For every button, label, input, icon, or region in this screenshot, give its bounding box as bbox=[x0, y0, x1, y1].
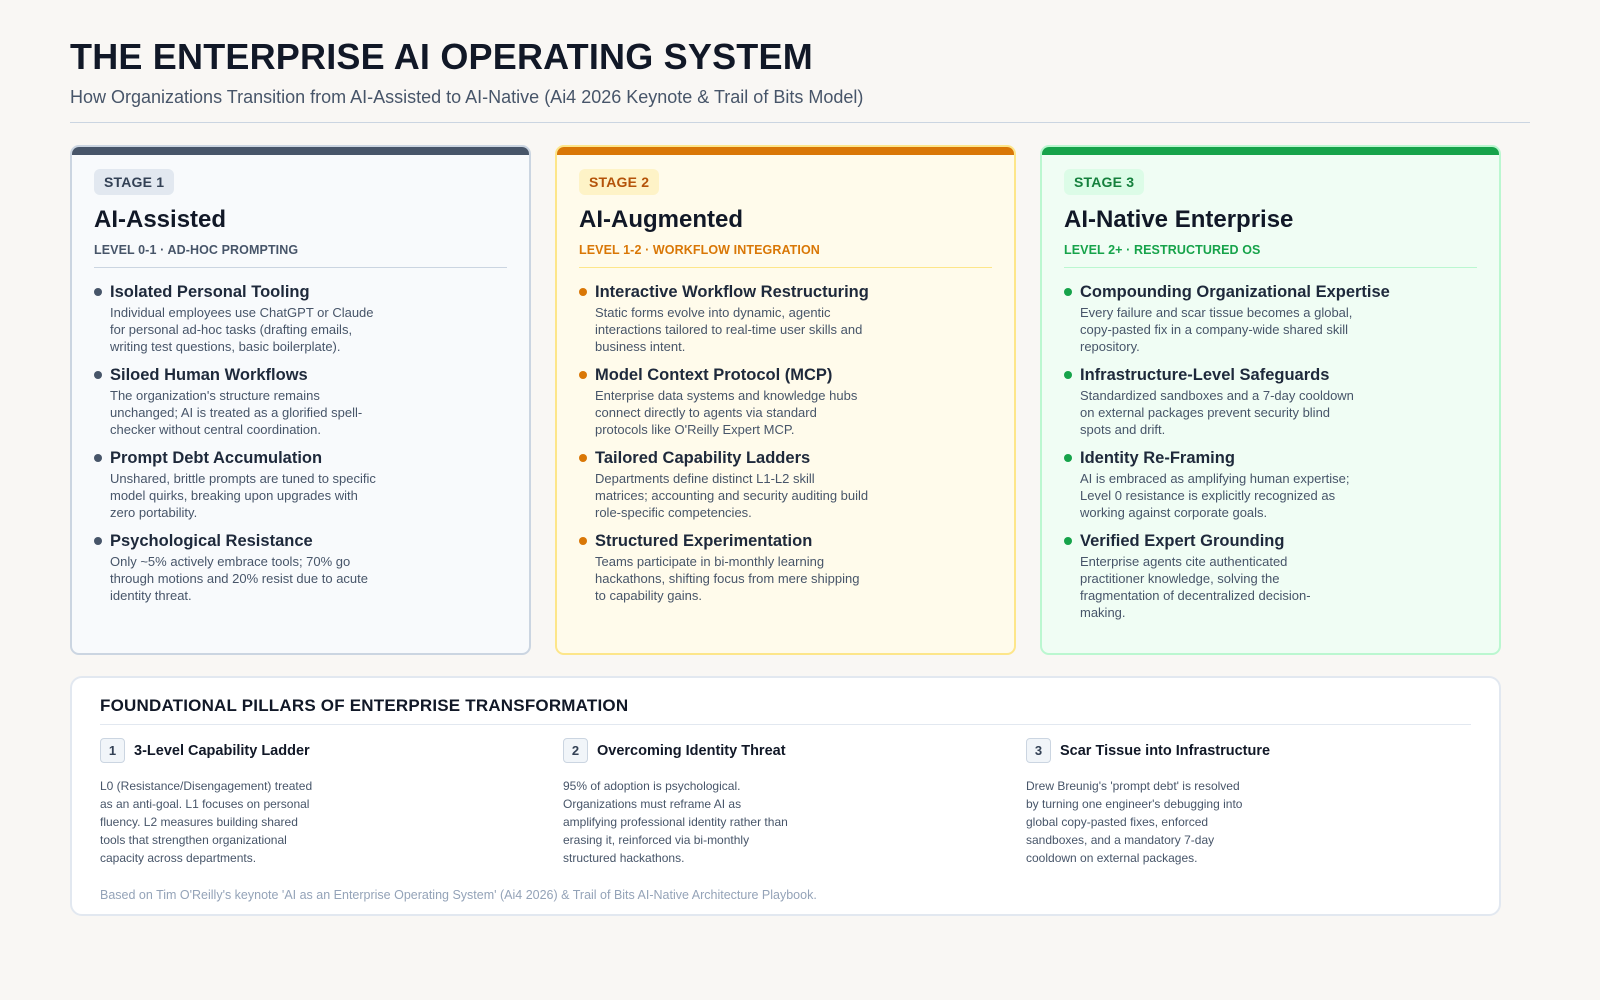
item-description: Standardized sandboxes and a 7-day cooldown on external packages prevent security blind spots and drift. bbox=[1080, 388, 1354, 437]
stage-title: AI-Assisted bbox=[94, 206, 227, 233]
item-description: Only ~5% actively embrace tools; 70% go through motions and 20% resist due to acute identity threat. bbox=[110, 554, 368, 603]
item-title: Siloed Human Workflows bbox=[110, 366, 308, 384]
stage-card-3 bbox=[1040, 145, 1501, 655]
item-title: Structured Experimentation bbox=[595, 532, 813, 550]
item-title: Identity Re-Framing bbox=[1080, 449, 1235, 467]
stage-item bbox=[1064, 365, 1477, 438]
stage-item bbox=[579, 531, 992, 604]
page-title: THE ENTERPRISE AI OPERATING SYSTEM bbox=[70, 36, 813, 77]
stage-item bbox=[579, 448, 992, 521]
item-description: Enterprise agents cite authenticated practitioner knowledge, solving the fragmentation of decentralized decision-making. bbox=[1080, 554, 1311, 620]
stage-level: LEVEL 1-2 · WORKFLOW INTEGRATION bbox=[579, 243, 820, 257]
pillars-title: FOUNDATIONAL PILLARS OF ENTERPRISE TRANSFORMATION bbox=[100, 696, 629, 715]
stage-item bbox=[1064, 531, 1477, 621]
bullet-dot-icon bbox=[579, 371, 587, 379]
item-title: Model Context Protocol (MCP) bbox=[595, 366, 833, 384]
stage-item bbox=[579, 365, 992, 438]
item-description: Unshared, brittle prompts are tuned to specific model quirks, breaking upon upgrades with zero portability. bbox=[110, 471, 376, 520]
item-title: Verified Expert Grounding bbox=[1080, 532, 1285, 550]
stage-divider bbox=[579, 267, 992, 268]
pillar-number-badge: 3 bbox=[1026, 738, 1051, 763]
source-footnote: Based on Tim O'Reilly's keynote 'AI as an Enterprise Operating System' (Ai4 2026) & Trail of Bits AI-Native Architecture Playbook. bbox=[100, 888, 817, 902]
pillar-3 bbox=[1026, 738, 1446, 867]
stage-item bbox=[94, 531, 507, 604]
stage-items bbox=[94, 282, 507, 604]
bullet-dot-icon bbox=[94, 454, 102, 462]
stage-level: LEVEL 2+ · RESTRUCTURED OS bbox=[1064, 243, 1261, 257]
stage-badge: STAGE 2 bbox=[579, 169, 659, 195]
pillar-title: Scar Tissue into Infrastructure bbox=[1060, 742, 1271, 759]
stage-item bbox=[94, 448, 507, 521]
page-subtitle: How Organizations Transition from AI-Assisted to AI-Native (Ai4 2026 Keynote & Trail of Bits Model) bbox=[70, 87, 864, 107]
item-title: Tailored Capability Ladders bbox=[595, 449, 811, 467]
stage-item bbox=[579, 282, 992, 355]
stage-level: LEVEL 0-1 · AD-HOC PROMPTING bbox=[94, 243, 299, 257]
item-title: Compounding Organizational Expertise bbox=[1080, 283, 1390, 301]
item-description: Departments define distinct L1-L2 skill matrices; accounting and security auditing build role-specific competencies. bbox=[595, 471, 869, 520]
stage-badge: STAGE 3 bbox=[1064, 169, 1144, 195]
stage-title: AI-Augmented bbox=[579, 206, 743, 233]
page-header bbox=[70, 36, 1530, 108]
pillars-divider bbox=[100, 724, 1471, 725]
bullet-dot-icon bbox=[94, 537, 102, 545]
item-title: Infrastructure-Level Safeguards bbox=[1080, 366, 1330, 384]
stage-item bbox=[94, 282, 507, 355]
bullet-dot-icon bbox=[1064, 371, 1072, 379]
item-description: Enterprise data systems and knowledge hubs connect directly to agents via standard protocols like O'Reilly Expert MCP. bbox=[595, 388, 858, 437]
stage-accent-bar bbox=[1040, 145, 1501, 155]
item-description: AI is embraced as amplifying human expertise; Level 0 resistance is explicitly recognized as working against corporate goals. bbox=[1080, 471, 1350, 520]
stage-item bbox=[1064, 448, 1477, 521]
stage-card-1 bbox=[70, 145, 531, 655]
bullet-dot-icon bbox=[579, 454, 587, 462]
stage-items bbox=[579, 282, 992, 604]
stage-accent-bar bbox=[555, 145, 1016, 155]
stage-item bbox=[1064, 282, 1477, 355]
pillar-2 bbox=[563, 738, 983, 867]
item-title: Isolated Personal Tooling bbox=[110, 283, 310, 301]
stage-divider bbox=[94, 267, 507, 268]
stage-divider bbox=[1064, 267, 1477, 268]
stage-accent-bar bbox=[70, 145, 531, 155]
pillar-description: 95% of adoption is psychological. Organizations must reframe AI as amplifying professional identity rather than erasing it, reinforced via bi-monthly structured hackathons. bbox=[563, 779, 788, 865]
stage-item bbox=[94, 365, 507, 438]
bullet-dot-icon bbox=[94, 371, 102, 379]
stage-items bbox=[1064, 282, 1477, 621]
bullet-dot-icon bbox=[579, 288, 587, 296]
header-divider bbox=[70, 122, 1530, 123]
pillar-description: Drew Breunig's 'prompt debt' is resolved by turning one engineer's debugging into global copy-pasted fixes, enforced sandboxes, and a mandatory 7-day cooldown on external packages. bbox=[1026, 779, 1243, 865]
pillar-title: Overcoming Identity Threat bbox=[597, 742, 786, 759]
item-description: Every failure and scar tissue becomes a global, copy-pasted fix in a company-wide shared skill repository. bbox=[1080, 305, 1353, 354]
item-description: Teams participate in bi-monthly learning hackathons, shifting focus from mere shipping to capability gains. bbox=[595, 554, 860, 603]
item-title: Prompt Debt Accumulation bbox=[110, 449, 323, 467]
bullet-dot-icon bbox=[1064, 288, 1072, 296]
item-description: Individual employees use ChatGPT or Claude for personal ad-hoc tasks (drafting emails, writing test questions, basic boilerplate). bbox=[110, 305, 374, 354]
pillar-title: 3-Level Capability Ladder bbox=[134, 742, 310, 759]
item-description: Static forms evolve into dynamic, agentic interactions tailored to real-time user skills and business intent. bbox=[595, 305, 863, 354]
bullet-dot-icon bbox=[579, 537, 587, 545]
pillar-number-badge: 1 bbox=[100, 738, 125, 763]
stage-card-2 bbox=[555, 145, 1016, 655]
pillar-description: L0 (Resistance/Disengagement) treated as an anti-goal. L1 focuses on personal fluency. L2 measures building shared tools that strengthen organizational capacity across departments. bbox=[100, 779, 313, 865]
pillar-1 bbox=[100, 738, 520, 867]
bullet-dot-icon bbox=[1064, 537, 1072, 545]
pillars-panel bbox=[70, 676, 1501, 916]
item-title: Interactive Workflow Restructuring bbox=[595, 283, 869, 301]
item-description: The organization's structure remains unchanged; AI is treated as a glorified spell-checker without central coordination. bbox=[110, 388, 363, 437]
bullet-dot-icon bbox=[94, 288, 102, 296]
item-title: Psychological Resistance bbox=[110, 532, 313, 550]
bullet-dot-icon bbox=[1064, 454, 1072, 462]
stage-badge: STAGE 1 bbox=[94, 169, 174, 195]
pillar-number-badge: 2 bbox=[563, 738, 588, 763]
stage-title: AI-Native Enterprise bbox=[1064, 206, 1294, 233]
